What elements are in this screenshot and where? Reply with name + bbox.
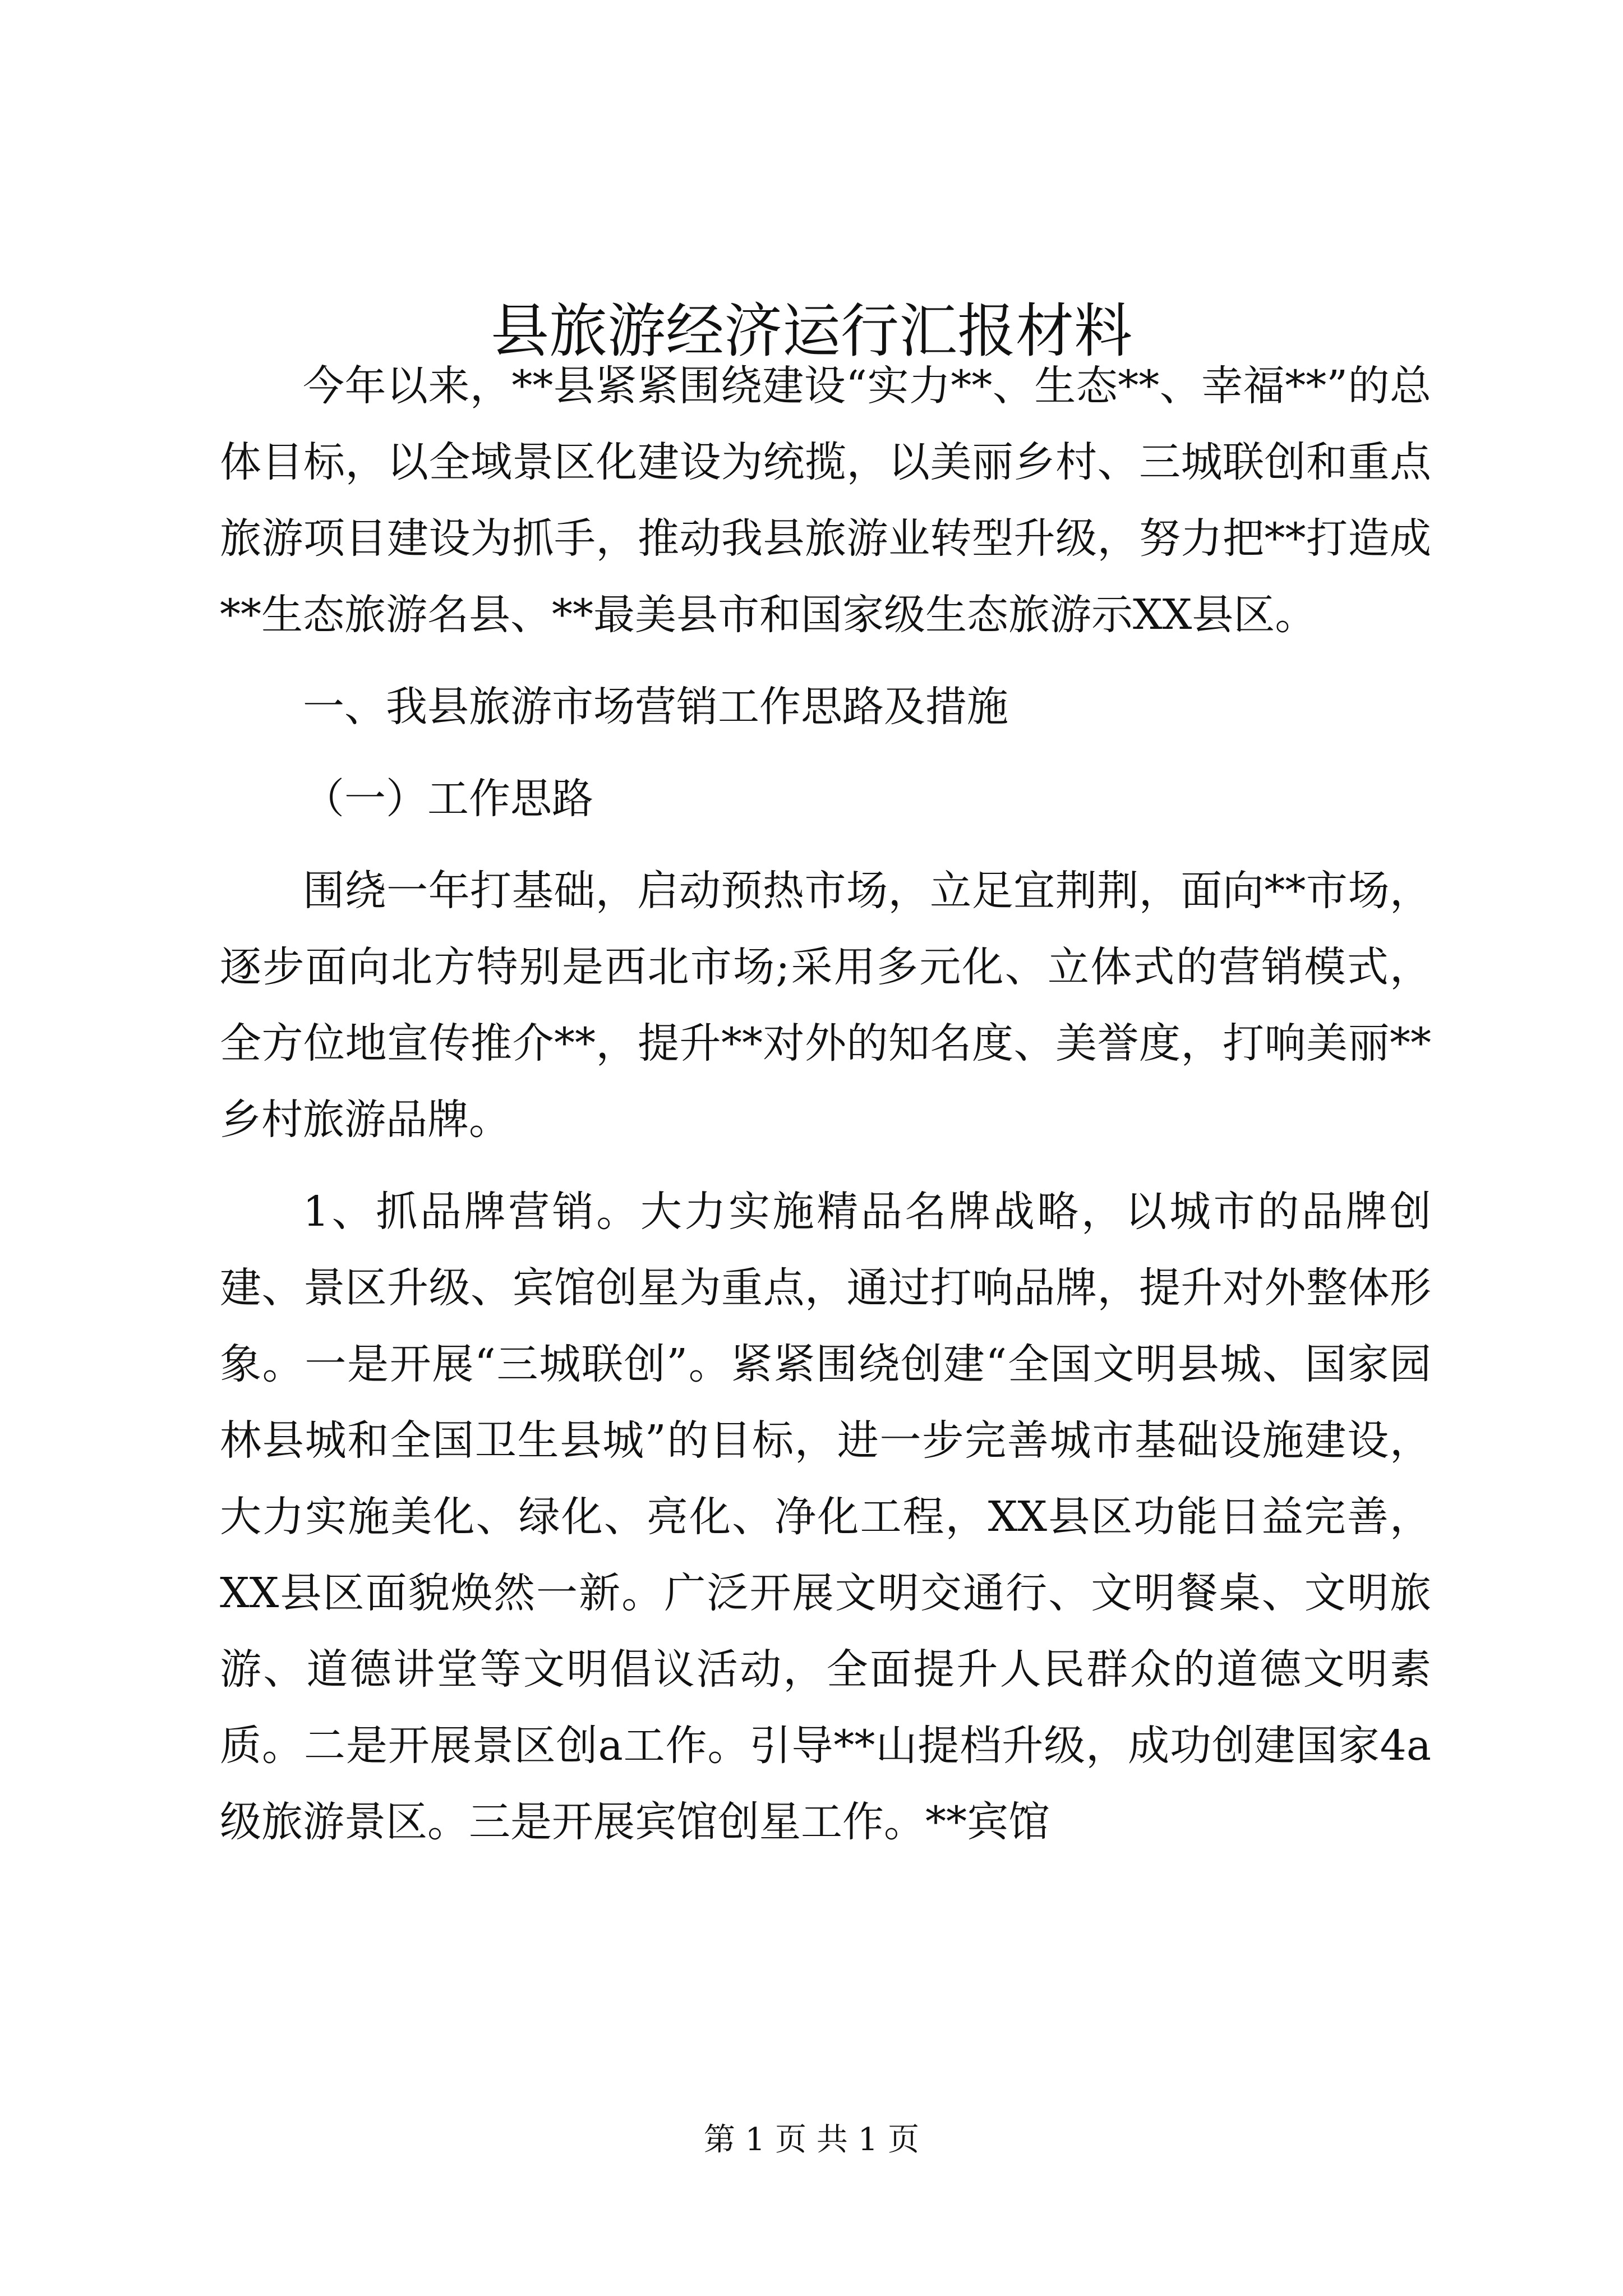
document-body <box>220 348 1431 1860</box>
paragraph-brand-marketing: 1、抓品牌营销。大力实施精品名牌战略，以城市的品牌创建、景区升级、宾馆创星为重点，通过打响品牌，提升对外整体形象。一是开展“三城联创”。紧紧围绕创建“全国文明县城、国家园林县城和全国卫生县城”的目标，进一步完善城市基础设施建设，大力实施美化、绿化、亮化、净化工程，XX县区功能日益完善，XX县区面貌焕然一新。广泛开展文明交通行、文明餐桌、文明旅游、道德讲堂等文明倡议活动，全面提升人民群众的道德文明素质。二是开展景区创a工作。引导**山提档升级，成功创建国家4a级旅游景区。三是开展宾馆创星工作。**宾馆 <box>220 1188 1431 1846</box>
subsection-heading-1: （一）工作思路 <box>303 775 593 823</box>
page-footer: 第 1 页 共 1 页 <box>703 2122 920 2158</box>
section-heading-1: 一、我县旅游市场营销工作思路及措施 <box>303 683 1008 731</box>
paragraph-work-approach: 围绕一年打基础，启动预热市场，立足宜荆荆，面向**市场，逐步面向北方特别是西北市场;采用多元化、立体式的营销模式，全方位地宣传推介**，提升**对外的知名度、美誉度，打响美丽**乡村旅游品牌。 <box>220 867 1431 1144</box>
paragraph-intro: 今年以来，**县紧紧围绕建设“实力**、生态**、幸福**”的总体目标，以全域景区化建设为统揽，以美丽乡村、三城联创和重点旅游项目建设为抓手，推动我县旅游业转型升级，努力把**打造成**生态旅游名县、**最美县市和国家级生态旅游示XX县区。 <box>220 362 1431 639</box>
document-title: 县旅游经济运行汇报材料 <box>490 297 1132 365</box>
